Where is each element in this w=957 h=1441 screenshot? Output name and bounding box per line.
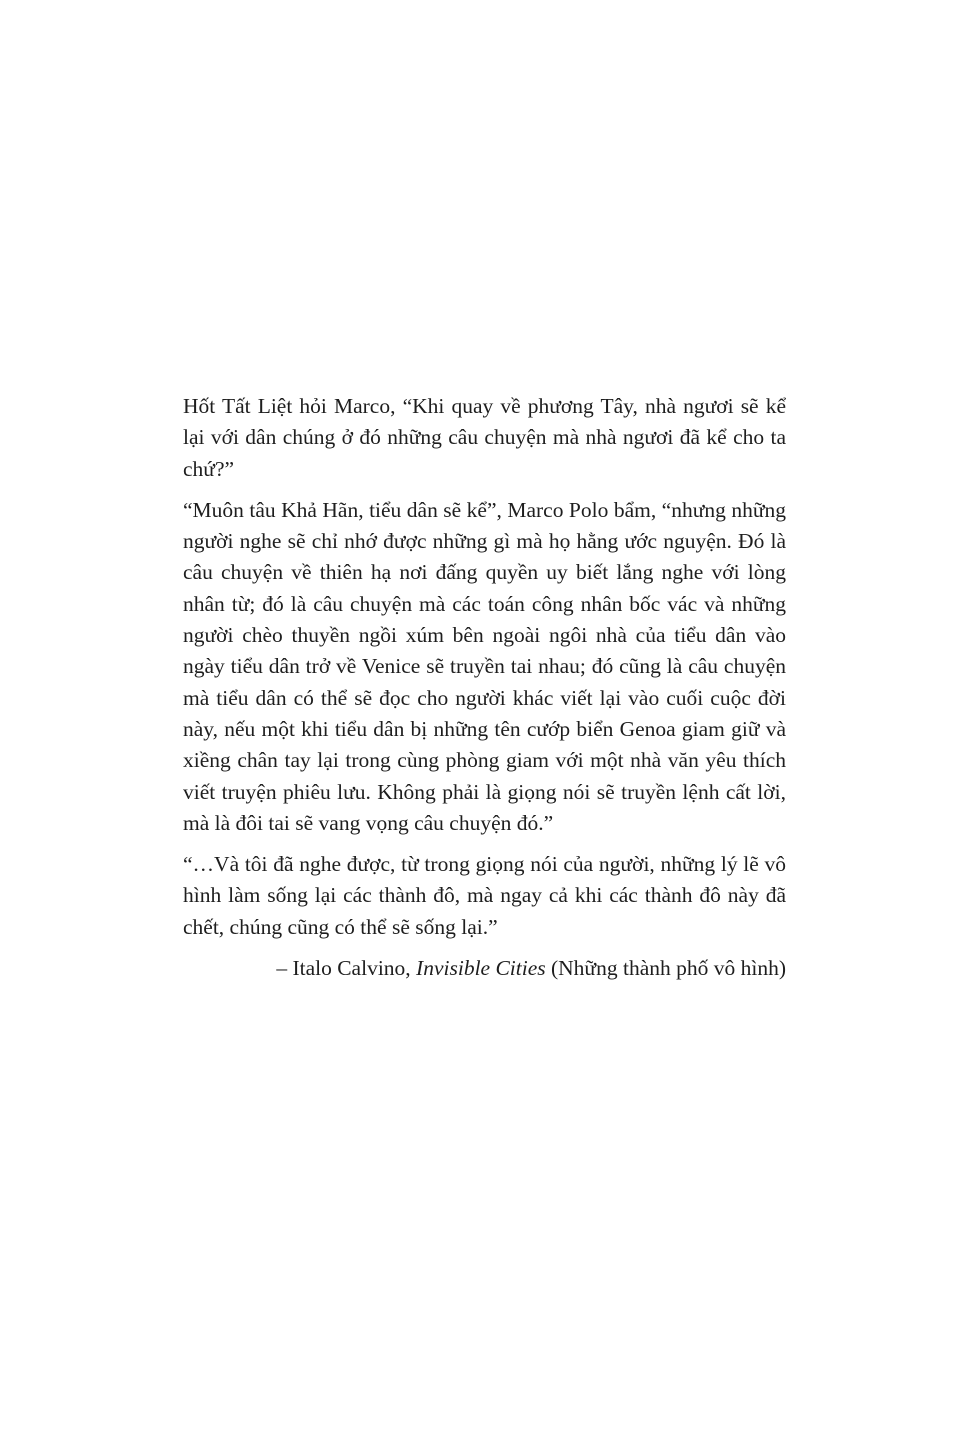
epigraph-attribution	[183, 953, 786, 984]
attribution-translation: (Những thành phố vô hình)	[545, 956, 786, 981]
epigraph-paragraph-2: “Muôn tâu Khả Hãn, tiểu dân sẽ kể”, Marco Polo bẩm, “nhưng những người nghe sẽ chỉ nhớ được những gì mà họ hằng ước nguyện. Đó là câu chuyện về thiên hạ nơi đấng quyền uy biết lắng nghe với lòng nhân từ; đó là câu chuyện mà các toán công nhân bốc vác và những người chèo thuyền ngồi xúm bên ngoài ngôi nhà của tiểu dân vào ngày tiểu dân trở về Venice sẽ truyền tai nhau; đó cũng là câu chuyện mà tiểu dân có thể sẽ đọc cho người khác viết lại vào cuối cuộc đời này, nếu một khi tiểu dân bị những tên cướp biển Genoa giam giữ và xiềng chân tay lại trong cùng phòng giam với một nhà văn yêu thích viết truyện phiêu lưu. Không phải là giọng nói sẽ truyền lệnh cất lời, mà là đôi tai sẽ vang vọng câu chuyện đó.”	[183, 497, 786, 835]
attribution-book-title: Invisible Cities	[416, 956, 546, 981]
epigraph-paragraph-3: “…Và tôi đã nghe được, từ trong giọng nói của người, những lý lẽ vô hình làm sống lại các thành đô, mà ngay cả khi các thành đô này đã chết, chúng cũng có thể sẽ sống lại.”	[183, 852, 786, 939]
epigraph-paragraph-1: Hốt Tất Liệt hỏi Marco, “Khi quay về phương Tây, nhà ngươi sẽ kể lại với dân chúng ở đó những câu chuyện mà nhà ngươi đã kể cho ta chứ?”	[183, 394, 786, 481]
attribution-author: – Italo Calvino,	[276, 956, 417, 981]
epigraph	[183, 391, 786, 984]
